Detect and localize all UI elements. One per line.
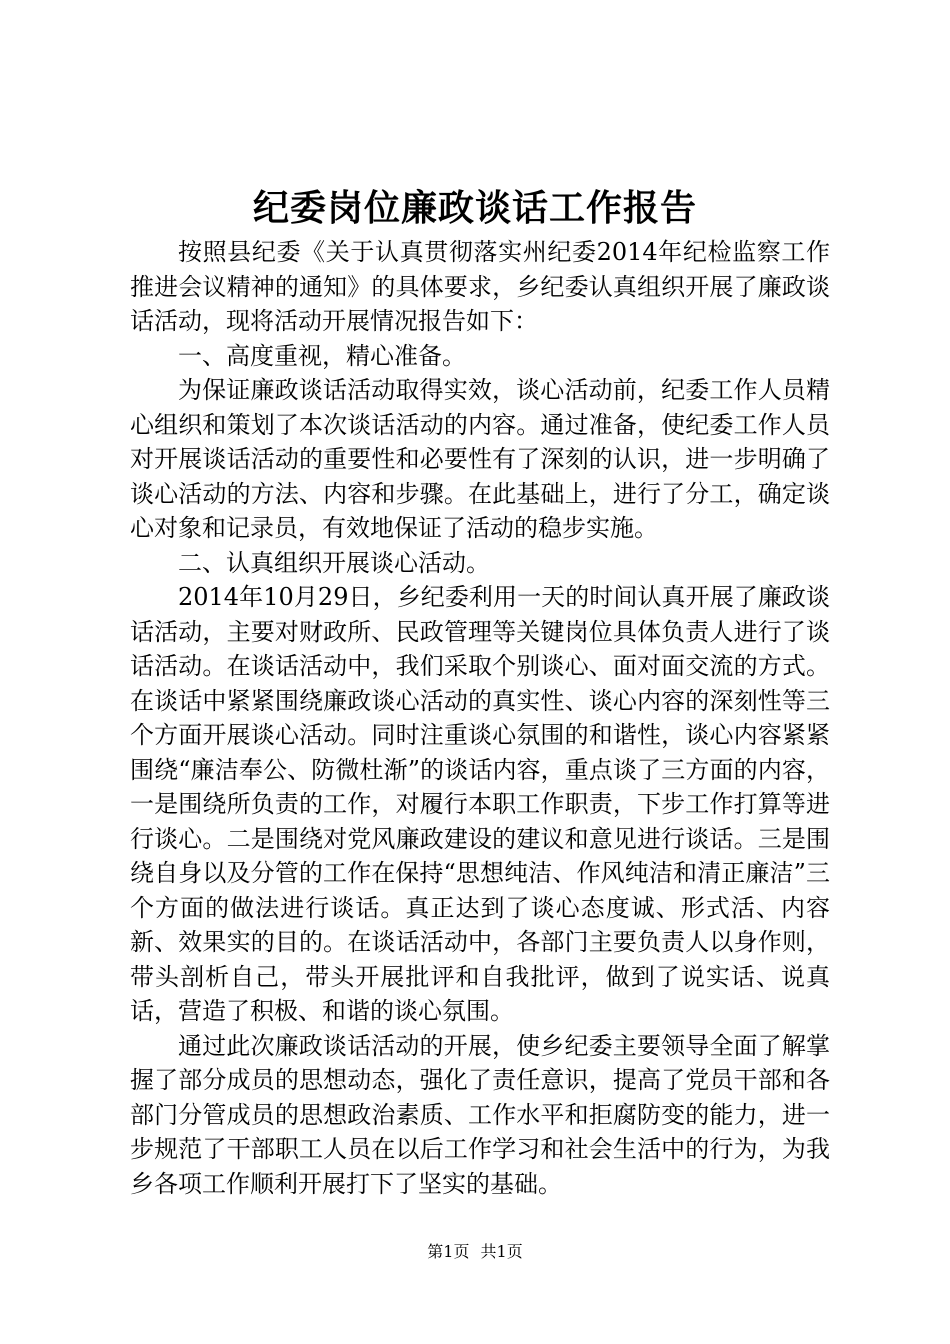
- page-number: 第1页: [427, 1242, 470, 1261]
- paragraph-intro: 按照县纪委《关于认真贯彻落实州纪委2014年纪检监察工作推进会议精神的通知》的具体要求，乡纪委认真组织开展了廉政谈话活动，现将活动开展情况报告如下：: [130, 238, 830, 335]
- section-heading-1: 一、高度重视，精心准备。: [178, 341, 466, 370]
- document-title: 纪委岗位廉政谈话工作报告: [252, 187, 697, 229]
- paragraph-activity: 2014年10月29日，乡纪委利用一天的时间认真开展了廉政谈话活动，主要对财政所、民政管理等关键岗位具体负责人进行了谈话活动。在谈话活动中，我们采取个别谈心、面对面交流的方式。在谈话中紧紧围绕廉政谈心活动的真实性、谈心内容的深刻性等三个方面开展谈心活动。同时注重谈心氛围的和谐性，谈心内容紧紧围绕“廉洁奉公、防微杜渐”的谈话内容，重点谈了三方面的内容，一是围绕所负责的工作，对履行本职工作职责，下步工作打算等进行谈心。二是围绕对党风廉政建设的建议和意见进行谈话。三是围绕自身以及分管的工作在保持“思想纯洁、作风纯洁和清正廉洁”三个方面的做法进行谈话。真正达到了谈心态度诚、形式活、内容新、效果实的目的。在谈话活动中，各部门主要负责人以身作则，带头剖析自己，带头开展批评和自我批评，做到了说实话、说真话，营造了积极、和谐的谈心氛围。: [130, 583, 830, 1025]
- paragraph-conclusion: 通过此次廉政谈话活动的开展，使乡纪委主要领导全面了解掌握了部分成员的思想动态，强化了责任意识，提高了党员干部和各部门分管成员的思想政治素质、工作水平和拒腐防变的能力，进一步规范了干部职工人员在以后工作学习和社会生活中的行为，为我乡各项工作顺利开展打下了坚实的基础。: [130, 1031, 830, 1198]
- page-footer: [0, 1240, 950, 1264]
- page-total: 共1页: [480, 1242, 523, 1261]
- section-heading-2: 二、认真组织开展谈心活动。: [178, 548, 490, 577]
- document-body: [130, 235, 830, 1201]
- paragraph-preparation: 为保证廉政谈话活动取得实效，谈心活动前，纪委工作人员精心组织和策划了本次谈话活动的内容。通过准备，使纪委工作人员对开展谈话活动的重要性和必要性有了深刻的认识，进一步明确了谈心活动的方法、内容和步骤。在此基础上，进行了分工，确定谈心对象和记录员，有效地保证了活动的稳步实施。: [130, 376, 830, 542]
